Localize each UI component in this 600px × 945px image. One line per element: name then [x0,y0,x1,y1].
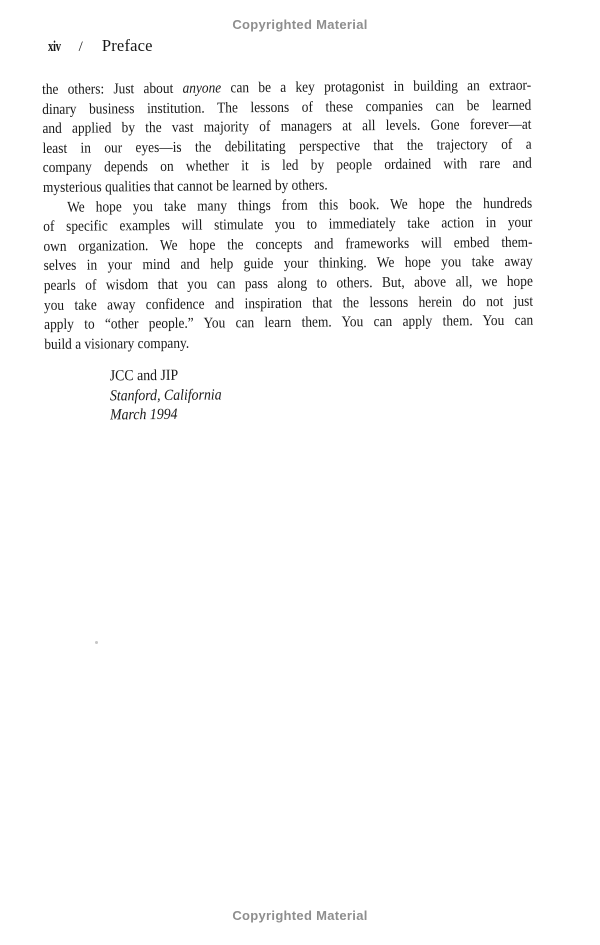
text-line: selves in your mind and help guide your thinking. We hope you take away [43,254,533,275]
signature-block [110,363,534,425]
text-line: of specific examples will stimulate you to immediately take action in your [43,214,533,236]
signature-date: March 1994 [109,405,178,424]
signature-location: Stanford, California [109,386,222,405]
scan-speck [95,641,98,644]
text-segment: the others: Just about [42,80,183,98]
text-segment: can be a key protagonist in building an extraor- [221,77,532,97]
text-line: and applied by the vast majority of managers at all levels. Gone forever—at [42,116,532,138]
text-line: company depends on whether it is led by people ordained with rare and [42,156,532,177]
running-header [48,36,153,56]
page-number-folio: xiv [48,39,61,55]
text-line: own organization. We hope the concepts and frameworks will embed them- [43,234,533,255]
text-line: least in our eyes—is the debilitating perspective that the trajectory of a [42,136,532,157]
text-line: pearls of wisdom that you can pass along to others. But, above all, we hope [43,273,533,294]
text-line: apply to “other people.” You can learn them. You can apply them. You can [44,312,534,334]
text-line: build a visionary company. [44,335,190,353]
emphasized-word: anyone [182,80,222,97]
paragraph-2 [43,194,533,355]
chapter-title: Preface [101,36,153,55]
text-line: mysterious qualities that cannot be learned by others. [42,177,328,196]
header-separator: / [78,39,83,55]
copyright-notice-bottom: Copyrighted Material [232,908,368,923]
signature-initials: JCC and JIP [109,367,179,385]
text-line: you take away confidence and inspiration that the lessons herein do not just [43,293,534,314]
text-line: dinary business institution. The lessons of these companies can be learned [42,97,532,118]
paragraph-1 [42,77,532,199]
body-text-block [42,77,534,426]
text-line: We hope you take many things from this book. We hope the hundreds [67,195,533,216]
copyright-notice-top: Copyrighted Material [232,17,368,32]
